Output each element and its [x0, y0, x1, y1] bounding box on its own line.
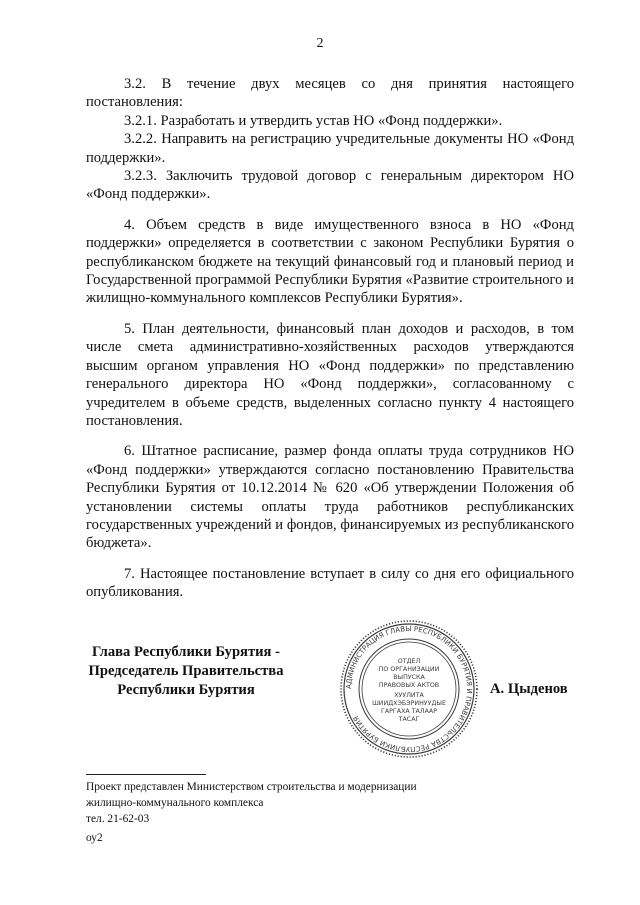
signatory-title-line: Глава Республики Бурятия - — [92, 644, 280, 660]
seal-text-line: ВЫПУСКА — [393, 674, 425, 681]
signatory-title-line: Председатель Правительства — [88, 663, 284, 679]
signatory-title-line: Республики Бурятия — [117, 682, 255, 698]
seal-text-line: ПРАВОВЫХ АКТОВ — [378, 682, 440, 689]
paragraph-6: 6. Штатное расписание, размер фонда оплаты труда сотрудников НО «Фонд поддержки» утверждаются согласно постановлению Правительства Республики Бурятия от 10.12.2014 № 620 «Об утверждении Положения об установлении системы оплаты труда работников республиканских государственных учреждений и фондов, финансируемых из республиканского бюджета». — [86, 443, 574, 552]
paragraph-7: 7. Настоящее постановление вступает в силу со дня его официального опубликования. — [86, 565, 574, 601]
paragraph-3-2-2: 3.2.2. Направить на регистрацию учредительные документы НО «Фонд поддержки». — [86, 131, 574, 166]
paragraph-4: 4. Объем средств в виде имущественного взноса в НО «Фонд поддержки» определяется в соответствии с законом Республики Бурятия о республиканском бюджете на текущий финансовый год и плановый период и Государственной программой Республики Бурятия «Развитие строительного и жилищно-коммунального комплексов Республики Бурятия». — [86, 216, 574, 307]
footnote-line: жилищно-коммунального комплекса — [86, 797, 264, 809]
paragraph-3-2-1: 3.2.1. Разработать и утвердить устав НО «Фонд поддержки». — [124, 112, 503, 129]
page-number: 2 — [316, 36, 324, 51]
paragraph-5: 5. План деятельности, финансовый план доходов и расходов, в том числе смета административно-хозяйственных расходов утверждаются высшим органом управления НО «Фонд поддержки» по представлению генерального директора НО «Фонд поддержки», согласованному с учредителем в объеме средств, выделенных согласно пункту 4 настоящего постановления. — [86, 320, 574, 429]
footnote — [86, 779, 566, 827]
signatory-title — [86, 643, 286, 700]
footnote-phone: тел. 21-62-03 — [86, 813, 150, 825]
document-code: оу2 — [86, 832, 103, 844]
seal-ring-text: АДМИНИСТРАЦИЯ ГЛАВЫ РЕСПУБЛИКИ БУРЯТИЯ И ПРАВИТЕЛЬСТВА РЕСПУБЛИКИ БУРЯТИЯ — [344, 624, 474, 754]
seal-text-line: ШИИДХЭБЭРИНУУДЫЕ — [372, 700, 446, 707]
seal-text-line: ПО ОРГАНИЗАЦИИ — [378, 666, 440, 673]
footnote-divider — [86, 774, 206, 775]
paragraph-3-2-3: 3.2.3. Заключить трудовой договор с генеральным директором НО «Фонд поддержки». — [86, 168, 574, 203]
seal-text-line: ГАРГАХА ТАЛААР — [380, 708, 438, 715]
document-body — [86, 75, 574, 602]
seal-text-line: ТАСАГ — [398, 716, 420, 723]
seal-text-line: ОТДЕЛ — [397, 658, 421, 665]
footnote-line: Проект представлен Министерством строительства и модернизации — [86, 781, 417, 793]
signatory-name: А. Цыденов — [490, 681, 568, 697]
official-seal — [338, 618, 480, 760]
paragraph-3-2: 3.2. В течение двух месяцев со дня принятия настоящего постановления: — [86, 76, 574, 111]
seal-text-line: ХУУЛИТА — [394, 692, 424, 699]
